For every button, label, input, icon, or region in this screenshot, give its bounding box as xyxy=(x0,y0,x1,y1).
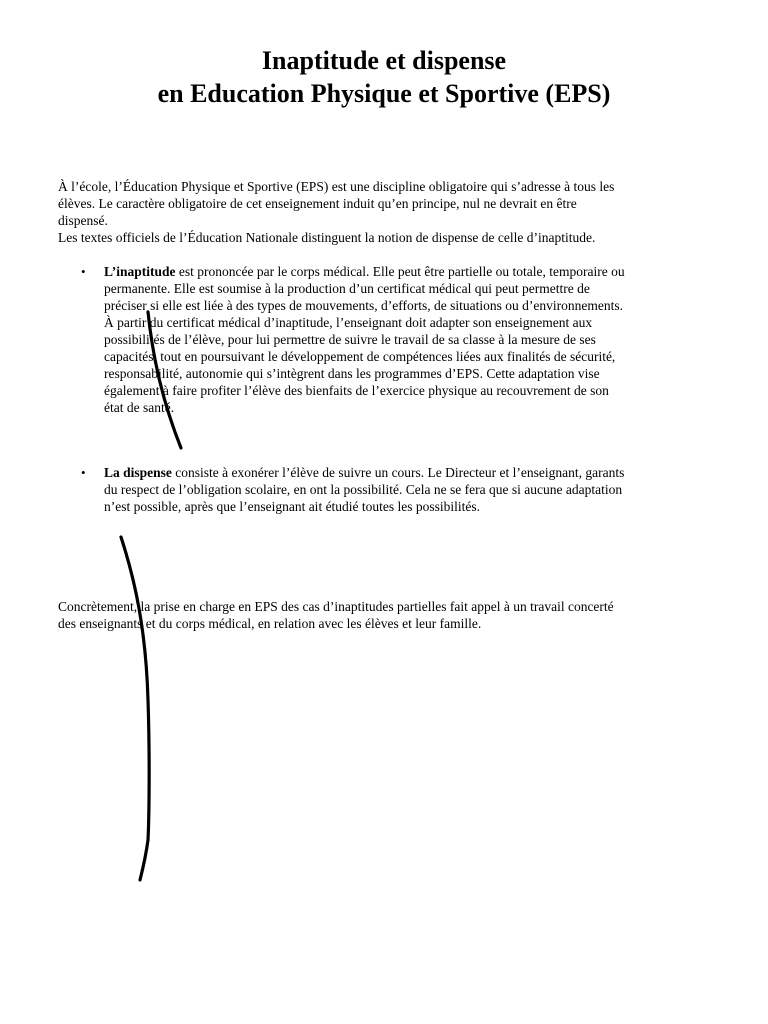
bullet-line: responsabilité, autonomie qui s’intègrent dans les programmes d’EPS. Cette adaptation vise xyxy=(104,366,600,381)
bullet-line: du respect de l’obligation scolaire, en ont la possibilité. Cela ne se fera que si aucune adaptation xyxy=(104,482,623,497)
bullet-line: préciser si elle est liée à des types de mouvements, d’efforts, de situations ou d’environnements. xyxy=(104,298,623,313)
intro-line: dispensé. xyxy=(58,213,108,228)
title-line-2: en Education Physique et Sportive (EPS) xyxy=(157,79,611,108)
bullet-line: permanente. Elle est soumise à la production d’un certificat médical qui peut permettre de xyxy=(104,281,590,296)
intro-line: À l’école, l’Éducation Physique et Sportive (EPS) est une discipline obligatoire qui s’adresse à tous les xyxy=(58,179,615,194)
bullet-marker: • xyxy=(81,264,86,279)
bullet-line: capacités, tout en poursuivant le développement de compétences liées aux finalités de sécurité, xyxy=(104,349,616,364)
bullet-text: consiste à exonérer l’élève de suivre un cours. Le Directeur et l’enseignant, garants xyxy=(171,465,625,480)
bullet-line: état de santé. xyxy=(104,400,175,415)
bullet-marker: • xyxy=(81,465,86,480)
term-dispense: La dispense xyxy=(104,465,172,480)
conclusion-line: Concrètement, la prise en charge en EPS des cas d’inaptitudes partielles fait appel à un travail concerté xyxy=(58,599,614,614)
bullet-line: À partir du certificat médical d’inaptitude, l’enseignant doit adapter son enseignement aux xyxy=(104,315,593,330)
intro-line: élèves. Le caractère obligatoire de cet enseignement induit qu’en principe, nul ne devrait en être xyxy=(58,196,577,211)
document-title xyxy=(0,44,768,110)
bullet-first-line xyxy=(104,263,714,280)
bullet-line: également à faire profiter l’élève des bienfaits de l’exercice physique au recouvrement de son xyxy=(104,383,609,398)
intro-line: Les textes officiels de l’Éducation Nationale distinguent la notion de dispense de celle d’inaptitude. xyxy=(58,230,596,245)
bullet-first-line xyxy=(104,464,714,481)
bullet-text: est prononcée par le corps médical. Elle peut être partielle ou totale, temporaire ou xyxy=(175,264,625,279)
term-inaptitude: L’inaptitude xyxy=(104,264,176,279)
title-line-1: Inaptitude et dispense xyxy=(261,46,507,75)
conclusion-paragraph xyxy=(58,598,718,632)
pen-stroke-long xyxy=(121,537,149,880)
bullet-dispense xyxy=(104,464,714,515)
bullet-inaptitude xyxy=(104,263,714,416)
conclusion-line: des enseignants et du corps médical, en relation avec les élèves et leur famille. xyxy=(58,616,482,631)
intro-paragraph xyxy=(58,178,718,246)
bullet-line: n’est possible, après que l’enseignant ait étudié toutes les possibilités. xyxy=(104,499,481,514)
bullet-line: possibilités de l’élève, pour lui permettre de suivre le travail de sa classe à la mesure de ses xyxy=(104,332,596,347)
